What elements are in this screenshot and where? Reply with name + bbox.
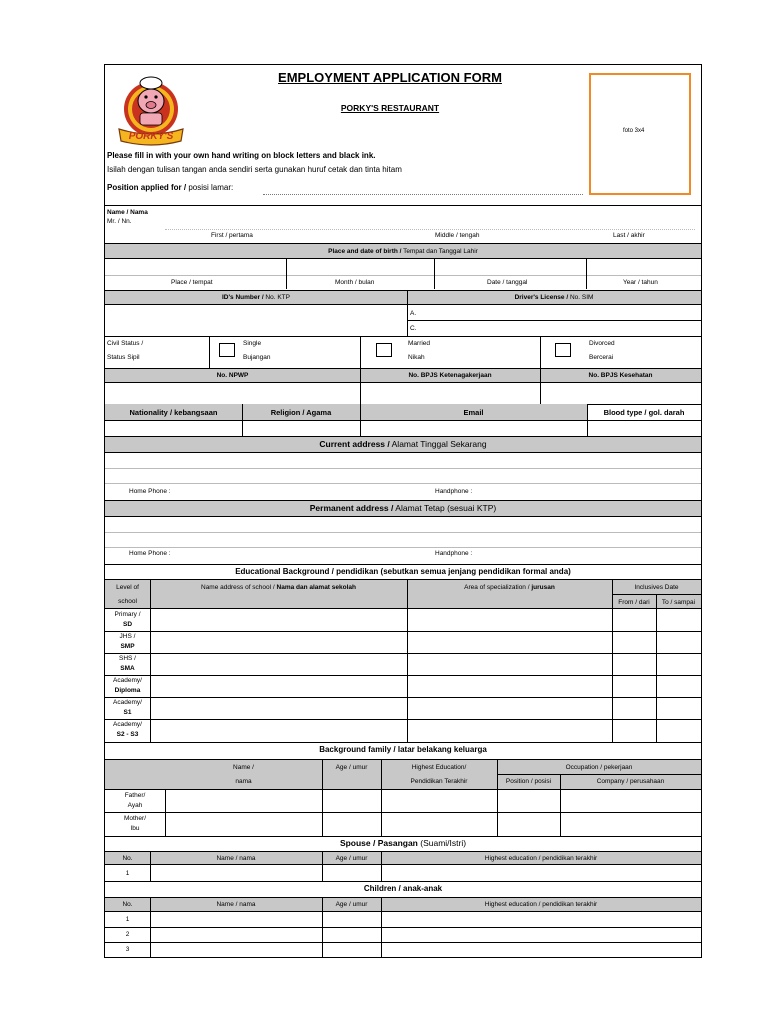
children-row-1: 1 <box>125 916 130 923</box>
form-title: EMPLOYMENT APPLICATION FORM <box>278 70 502 85</box>
npwp-header: No. NPWP <box>216 372 249 379</box>
birth-month-label: Month / bulan <box>335 279 375 286</box>
fam-col-occupation: Occupation / pekerjaan <box>565 764 633 771</box>
birth-place-label: Place / tempat <box>171 279 213 286</box>
single-checkbox[interactable] <box>219 343 235 357</box>
fam-col-age: Age / umur <box>335 764 368 771</box>
divorced-label-id: Bercerai <box>589 354 614 361</box>
edu-col-to: To / sampai <box>661 599 696 606</box>
permanent-address-title: Permanent address / Alamat Tetap (sesuai KTP) <box>309 503 497 513</box>
porkys-logo <box>113 73 185 147</box>
fam-col-name: Name / <box>233 764 254 771</box>
restaurant-name: PORKY'S RESTAURANT <box>340 103 440 113</box>
edu-col-area: Area of specialization / jurusan <box>464 584 555 591</box>
permanent-home-phone-label: Home Phone : <box>129 550 171 557</box>
current-handphone-label: Handphone : <box>435 488 473 495</box>
married-label-id: Nikah <box>408 354 425 361</box>
spouse-header: Spouse / Pasangan (Suami/Istri) <box>339 838 467 848</box>
email-header: Email <box>463 408 484 417</box>
application-form: PORKY'S EMPLOYMENT APPLICATION FORM PORKY'S RESTAURANT foto 3x4 Please fill in with your own hand writing on block letters and black ink. Isilah dengan tulisan tangan anda sendiri serta gunakan huruf cetak dan tinta hitam Position applied for / posisi lamar: Name / Nama Mr. / Nn. First / pertama Middle / tengah Last / akhir Place and date of birth / Tempat dan Tanggal Lahir Place / tempat Month / bulan Date / tanggal Year / tahun ID's Number / No. KTP Driver's License / No. SIM A. C. Civil Status / Status Sipil Single Bujangan Married Nikah Divorced Bercerai No. NPWP No. BPJS Ketenagakerjaan No. BPJS Kesehatan Nationality / kebangsaan Religion / Agama Email Blood type / gol. darah Current address / Alamat Tinggal Sekarang Home Phone : Handphone : Permanent address / Alamat Tetap (sesuai KTP) Home Phone : Handphone : Educational Background / pendidikan (sebutkan semua jenjang pendidikan formal anda) Level of school Name address of school / Nama dan alamat sekolah Area of specialization / jurusan Inclusives Date From / dari To / sampai Primary / SD JHS / SMP SHS / SMA Academy/ Diploma Academy/ S1 Academy/ S2 - S3 Background family / latar belakang keluarga Name / nama Age / umur Highest Education/ Pendidikan Terakhir Occupation / pekerjaan Position / posisi Company / perusahaan Father/ Ayah Mother/ Ibu Spouse / Pasangan (Suami/Istri) No. Name / nama Age / umur Highest education / pendidikan terakhir 1 Children / anak-anak No. Name / nama Age / umur Highest education / pendidikan terakhir 1 2 3 <box>104 64 702 958</box>
edu-col-level: Level of <box>116 584 139 591</box>
children-header: Children / anak-anak <box>363 884 443 893</box>
fam-col-edu: Highest Education/ <box>411 764 467 771</box>
fam-row-father-id: Ayah <box>127 802 143 809</box>
children-col-edu: Highest education / pendidikan terakhir <box>484 901 598 908</box>
position-applied-label <box>107 183 233 193</box>
children-col-age: Age / umur <box>335 901 368 908</box>
spouse-col-name: Name / nama <box>216 855 256 862</box>
salutation-label: Mr. / Nn. <box>107 218 132 225</box>
position-en: Position applied for / <box>107 183 187 192</box>
fam-row-mother-id: Ibu <box>130 825 140 832</box>
sim-a-label: A. <box>410 310 417 317</box>
name-first-label: First / pertama <box>211 232 253 239</box>
single-label: Single <box>243 340 262 347</box>
divorced-label: Divorced <box>589 340 615 347</box>
religion-header: Religion / Agama <box>270 408 332 417</box>
photo-label: foto 3x4 <box>623 128 645 134</box>
fam-row-father: Father/ <box>124 792 146 799</box>
education-header: Educational Background / pendidikan (sebutkan semua jenjang pendidikan formal anda) <box>235 567 571 576</box>
single-label-id: Bujangan <box>243 354 271 361</box>
current-home-phone-label: Home Phone : <box>129 488 171 495</box>
civil-status-label-id: Status Sipil <box>107 354 140 361</box>
instruction-id: Isilah dengan tulisan tangan anda sendiri serta gunakan huruf cetak dan tinta hitam <box>107 165 402 174</box>
birth-header-text: Place and date of birth / Tempat dan Tanggal Lahir <box>328 248 478 255</box>
edu-col-dates: Inclusives Date <box>634 584 679 591</box>
family-header: Background family / latar belakang keluarga <box>319 745 487 754</box>
name-label: Name / Nama <box>107 209 148 216</box>
fam-col-position: Position / posisi <box>505 778 552 785</box>
ktp-header: ID's Number / No. KTP <box>221 294 290 301</box>
married-checkbox[interactable] <box>376 343 392 357</box>
children-row-2: 2 <box>125 931 130 938</box>
position-id: posisi lamar: <box>186 183 234 192</box>
edu-col-name: Name address of school / Nama dan alamat sekolah <box>201 584 356 591</box>
civil-status-label: Civil Status / <box>107 340 144 347</box>
fam-col-name2: nama <box>235 778 252 785</box>
bpjs-s-header: No. BPJS Kesehatan <box>588 372 653 379</box>
current-address-title: Current address / Alamat Tinggal Sekarang <box>319 439 487 449</box>
children-col-name: Name / nama <box>216 901 256 908</box>
nationality-header: Nationality / kebangsaan <box>129 408 218 417</box>
sim-header: Driver's License / No. SIM <box>514 294 594 301</box>
married-label: Married <box>408 340 431 347</box>
spouse-col-edu: Highest education / pendidikan terakhir <box>484 855 598 862</box>
edu-col-from: From / dari <box>618 599 650 606</box>
spouse-col-age: Age / umur <box>335 855 368 862</box>
fam-col-company: Company / perusahaan <box>596 778 665 785</box>
divorced-checkbox[interactable] <box>555 343 571 357</box>
instruction-en: Please fill in with your own hand writing on block letters and black ink. <box>107 151 376 160</box>
fam-row-mother: Mother/ <box>123 815 147 822</box>
children-col-no: No. <box>122 901 133 908</box>
sim-c-label: C. <box>410 325 417 332</box>
birth-date-label: Date / tanggal <box>487 279 528 286</box>
spouse-row-1: 1 <box>125 870 130 877</box>
bpjs-k-header: No. BPJS Ketenagakerjaan <box>408 372 492 379</box>
name-middle-label: Middle / tengah <box>435 232 480 239</box>
position-line <box>263 194 583 195</box>
blood-header: Blood type / gol. darah <box>603 408 685 417</box>
edu-col-level2: school <box>118 598 137 605</box>
spouse-col-no: No. <box>122 855 133 862</box>
name-last-label: Last / akhir <box>613 232 645 239</box>
children-row-3: 3 <box>125 946 130 953</box>
fam-col-edu2: Pendidikan Terakhir <box>410 778 468 785</box>
birth-year-label: Year / tahun <box>623 279 658 286</box>
logo-text: PORKY'S <box>128 131 174 142</box>
permanent-handphone-label: Handphone : <box>435 550 473 557</box>
